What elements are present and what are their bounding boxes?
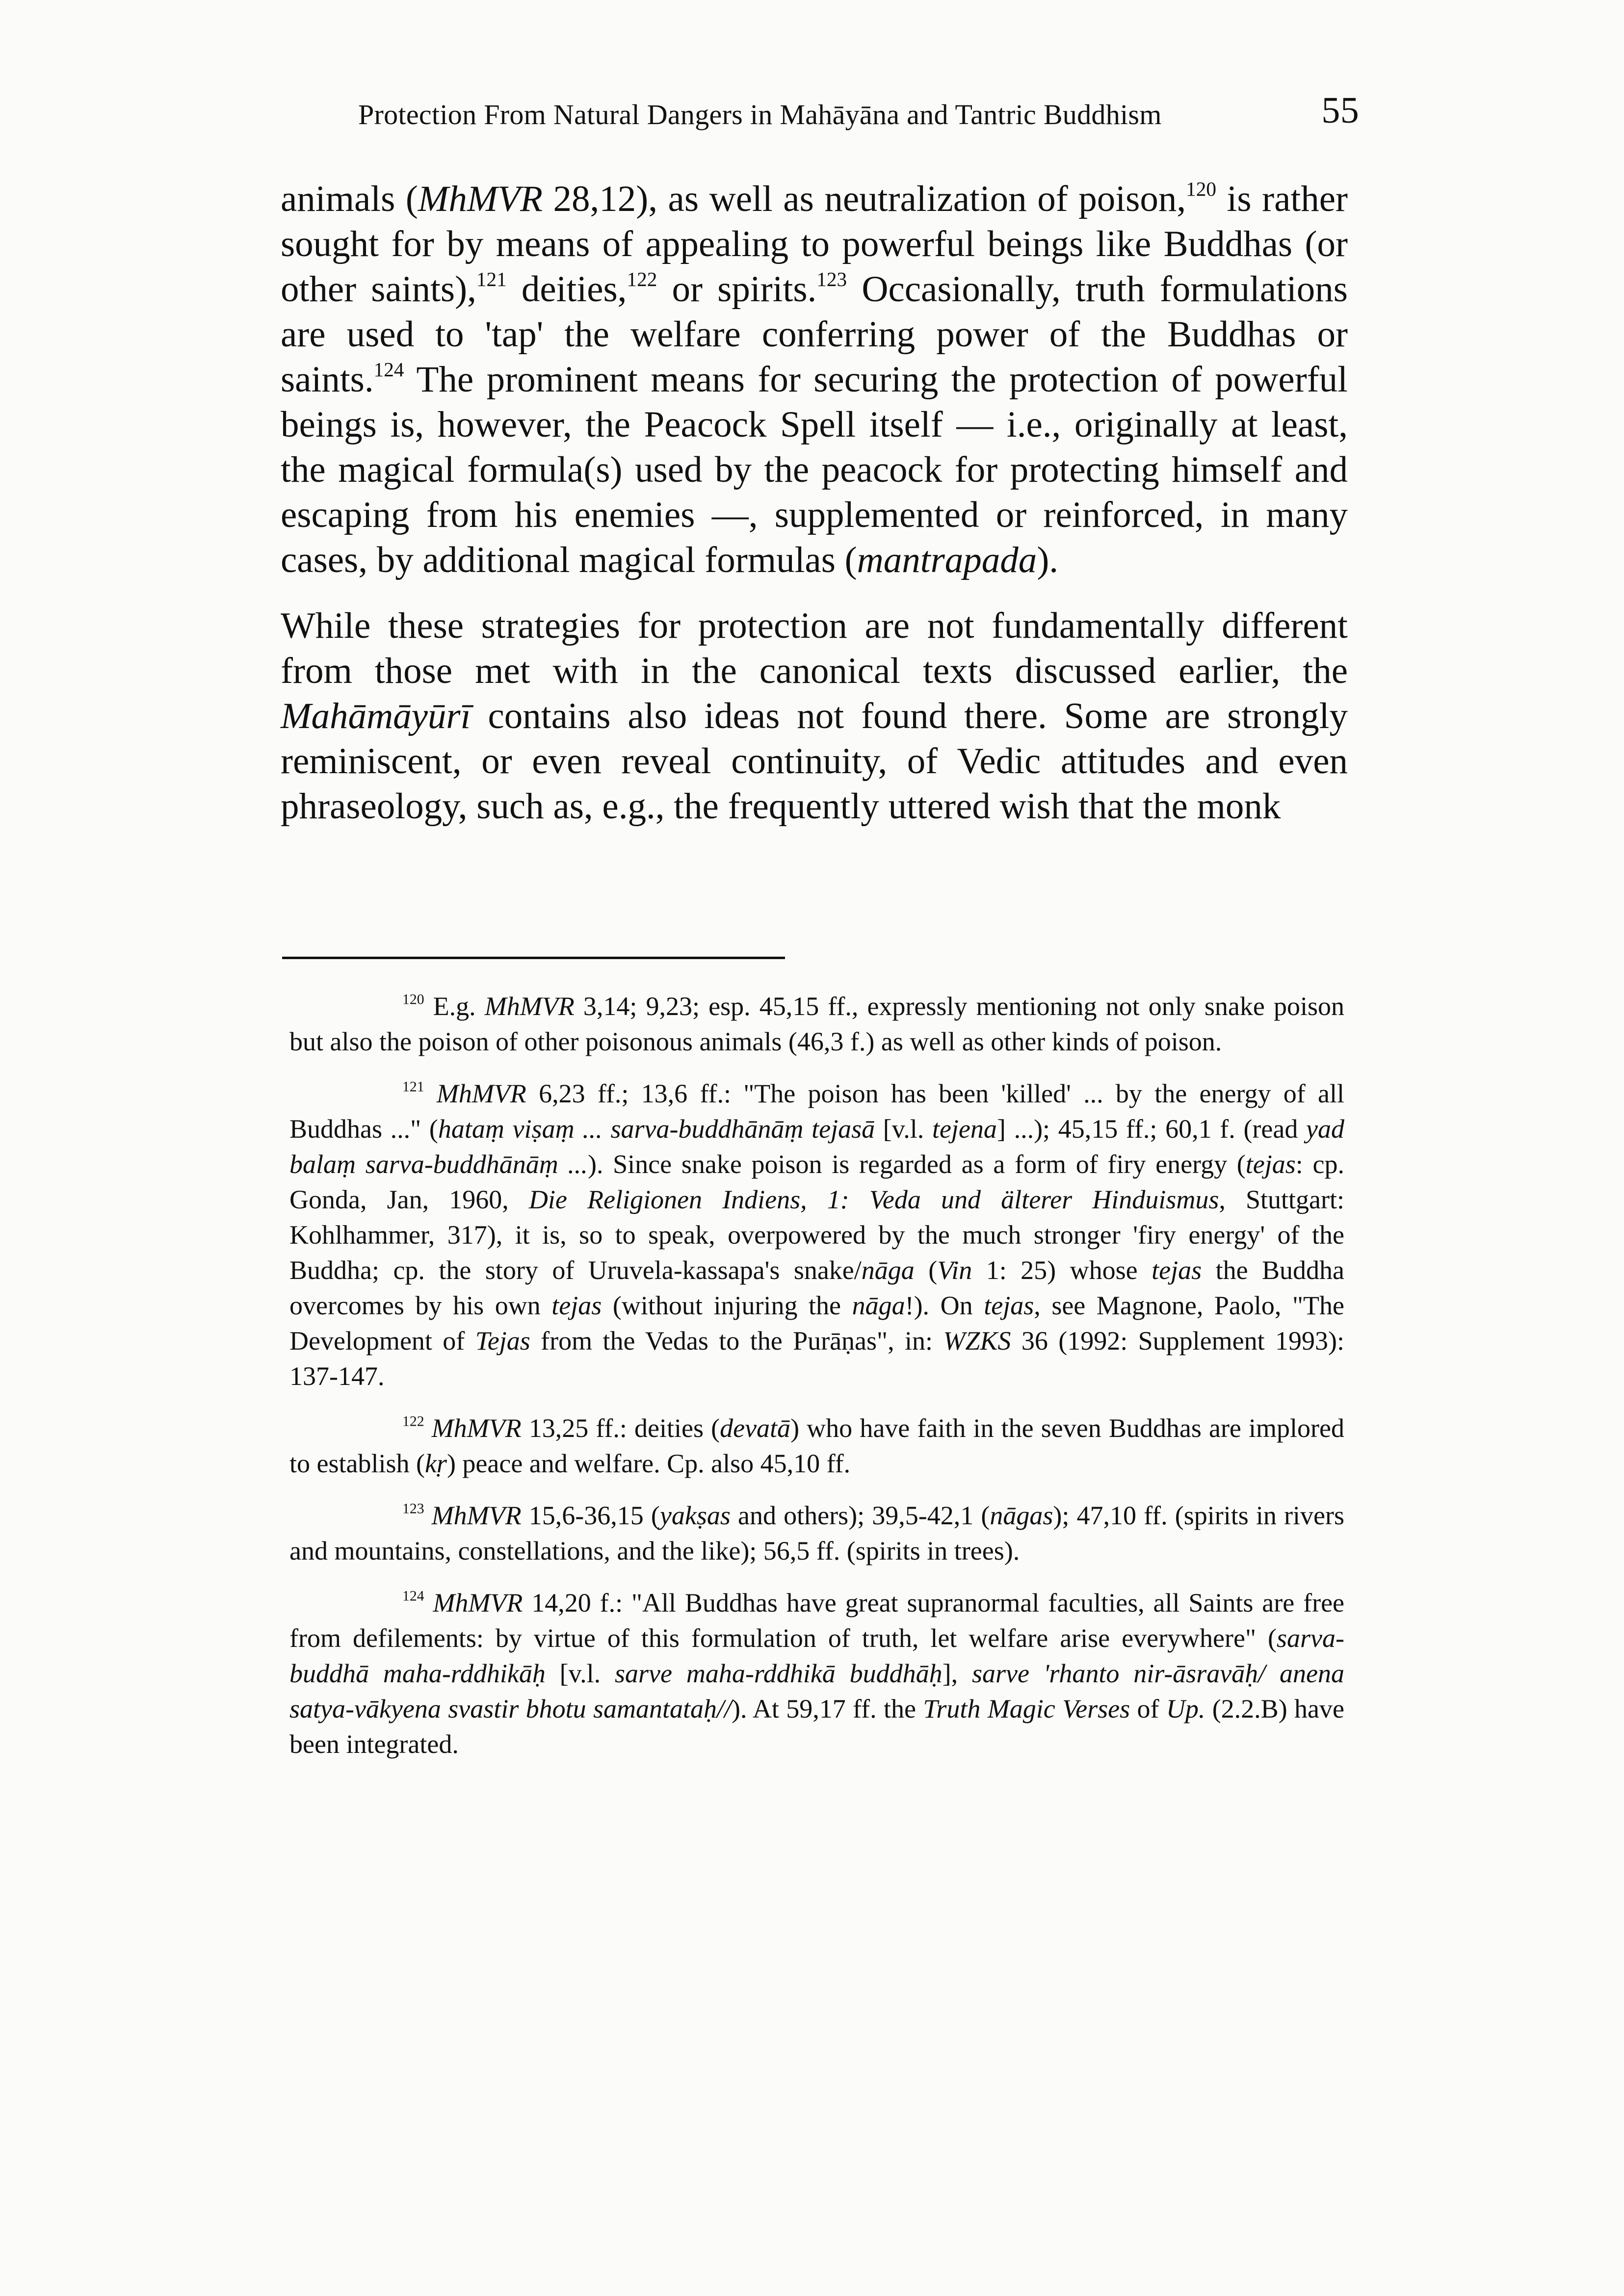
running-head-title: Protection From Natural Dangers in Mahāyāna and Tantric Buddhism	[358, 99, 1162, 130]
footnote-ref-122[interactable]: 122	[627, 268, 657, 291]
footnote-number: 123	[402, 1501, 424, 1517]
main-text	[281, 177, 1348, 850]
footnote-120: $^{120}$ E.g. MhMVR 3,14; 9,23; esp. 45,15 ff., expressly mentioning not only snake poison but also the poison of other poisonous animals (46,3 f.) as well as other kinds of poison.	[289, 991, 1344, 1056]
paragraph-2: While these strategies for protection are not fundamentally different from those met with in the canonical texts discussed earlier, the Mahāmāyūrī contains also ideas not found there. Some are strongly reminiscent, or even reveal continuity, of Vedic attitudes and even phraseology, such as, e.g., the frequently uttered wish that the monk	[281, 605, 1348, 827]
footnote-123: $^{123}$ MhMVR 15,6-36,15 (yakṣas and others); 39,5-42,1 (nāgas); 47,10 ff. (spirits in rivers and mountains, constellations, and the like); 56,5 ff. (spirits in trees).	[289, 1501, 1345, 1565]
footnote-number: 122	[402, 1413, 424, 1430]
page-number: 55	[1321, 90, 1359, 131]
footnote-number: 121	[402, 1079, 424, 1095]
footnote-ref-124[interactable]: 124	[373, 358, 404, 381]
footnote-separator	[282, 957, 785, 959]
footnote-number: 124	[402, 1588, 424, 1604]
footnote-ref-121[interactable]: 121	[476, 268, 507, 291]
footnote-121: $^{121}$ MhMVR 6,23 ff.; 13,6 ff.: "The poison has been 'killed' ... by the energy of all Buddhas ..." (hataṃ viṣaṃ ... sarva-buddhānāṃ tejasā [v.l. tejena] ...); 45,15 ff.; 60,1 f. (read yad balaṃ sarva-buddhānāṃ ...). Since snake poison is regarded as a form of firy energy (tejas: cp. Gonda, Jan, 1960, Die Religionen Indiens, 1: Veda und älterer Hinduismus, Stuttgart: Kohlhammer, 317), it is, so to speak, overpowered by the much stronger 'firy energy' of the Buddha; cp. the story of Uruvela-kassapa's snake/nāga (Vin 1: 25) whose tejas the Buddha overcomes by his own tejas (without injuring the nāga!). On tejas, see Magnone, Paolo, "The Development of Tejas from the Vedas to the Purāṇas", in: WZKS 36 (1992: Supplement 1993): 137-147.	[289, 1079, 1345, 1391]
footnotes	[289, 989, 1344, 1778]
footnote-ref-123[interactable]: 123	[816, 268, 847, 291]
footnote-ref-120[interactable]: 120	[1186, 178, 1216, 201]
footnote-124: $^{124}$ MhMVR 14,20 f.: "All Buddhas have great supranormal faculties, all Saints are free from defilements: by virtue of this formulation of truth, let welfare arise everywhere" (sarva-buddhā maha-rddhikāḥ [v.l. sarve maha-rddhikā buddhāḥ], sarve 'rhanto nir-āsravāḥ/ anena satya-vākyena svastir bhotu samantataḥ//). At 59,17 ff. the Truth Magic Verses of Up. (2.2.B) have been integrated.	[289, 1588, 1345, 1759]
paragraph-1: animals (MhMVR 28,12), as well as neutralization of poison,$^{120}$ is rather sought for by means of appealing to powerful beings like Buddhas (or other saints),$^{121}$ deities,$^{122}$ or spirits.$^{123}$ Occasionally, truth formulations are used to 'tap' the welfare conferring power of the Buddhas or saints.$^{124}$ The prominent means for securing the protection of powerful beings is, however, the Peacock Spell itself — i.e., originally at least, the magical formula(s) used by the peacock for protecting himself and escaping from his enemies —, supplemented or reinforced, in many cases, by additional magical formulas (mantrapada).	[281, 178, 1348, 580]
footnote-122: $^{122}$ MhMVR 13,25 ff.: deities (devatā) who have faith in the seven Buddhas are implored to establish (kṛ) peace and welfare. Cp. also 45,10 ff.	[289, 1413, 1344, 1478]
running-head	[358, 90, 1359, 131]
footnote-number: 120	[402, 991, 424, 1008]
